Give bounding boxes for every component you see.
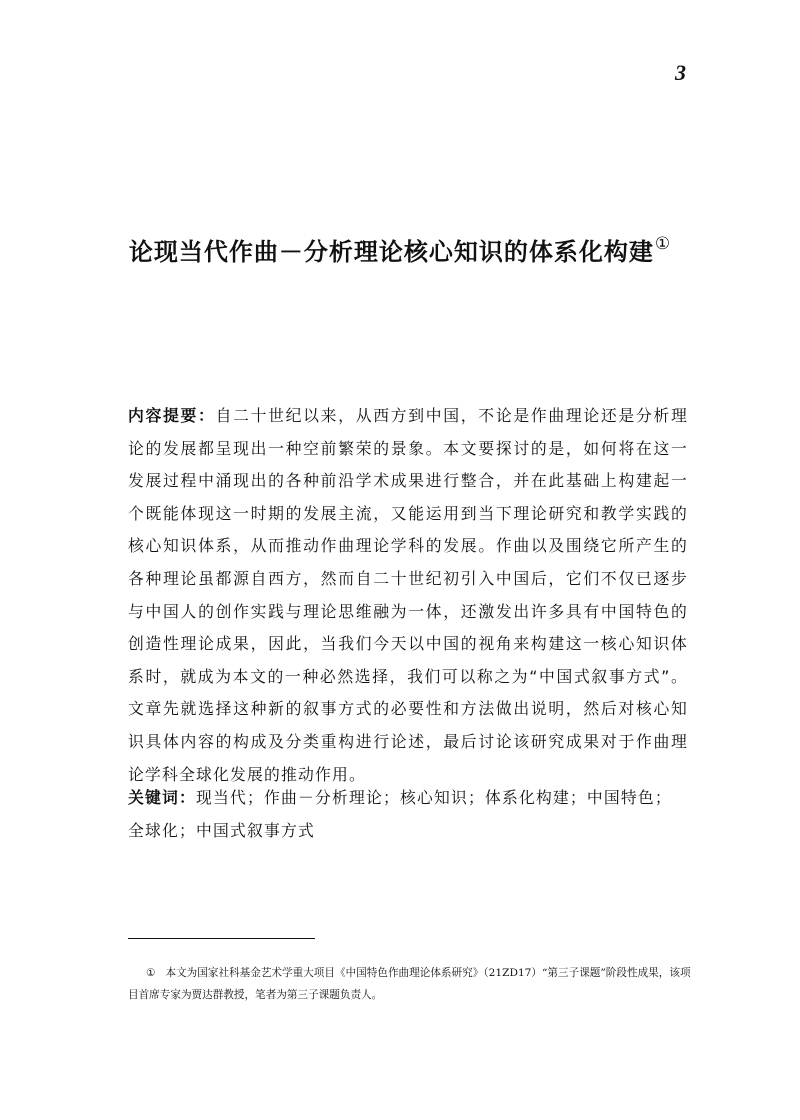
abstract-text: 自二十世纪以来，从西方到中国，不论是作曲理论还是分析理论的发展都呈现出一种空前繁荣的景象。本文要探讨的是，如何将在这一发展过程中涌现出的各种前沿学术成果进行整合，并在此基础上构建起一个既能体现这一时期的发展主流，又能运用到当下理论研究和教学实践的核心知识体系，从而推动作曲理论学科的发展。作曲以及围绕它所产生的各种理论虽都源自西方，然而自二十世纪初引入中国后，它们不仅已逐步与中国人的创作实践与理论思维融为一体，还激发出许多具有中国特色的创造性理论成果，因此，当我们今天以中国的视角来构建这一核心知识体系时，就成为本文的一种必然选择，我们可以称之为“中国式叙事方式”。文章先就选择这种新的叙事方式的必要性和方法做出说明，然后对核心知识具体内容的构成及分类重构进行论述，最后讨论该研究成果对于作曲理论学科全球化发展的推动作用。	[128, 406, 688, 784]
keywords	[128, 782, 688, 847]
footnote-text: 本文为国家社科基金艺术学重大项目《中国特色作曲理论体系研究》（21ZD17）“第三子课题”阶段性成果，该项目首席专家为贾达群教授，笔者为第三子课题负责人。	[128, 967, 691, 1001]
keywords-text: 现当代；作曲－分析理论；核心知识；体系化构建；中国特色；全球化；中国式叙事方式	[128, 788, 672, 840]
article-title	[100, 232, 700, 267]
footnote-marker: ①	[146, 967, 156, 979]
abstract-label: 内容提要：	[128, 406, 216, 425]
footnote	[128, 962, 693, 1006]
title-footnote-marker: ①	[654, 234, 672, 254]
footnote-divider	[128, 938, 315, 939]
abstract	[128, 400, 688, 791]
page-number: 3	[675, 60, 686, 85]
article-title-text: 论现当代作曲－分析理论核心知识的体系化构建	[128, 238, 654, 266]
keywords-label: 关键词：	[128, 788, 196, 807]
